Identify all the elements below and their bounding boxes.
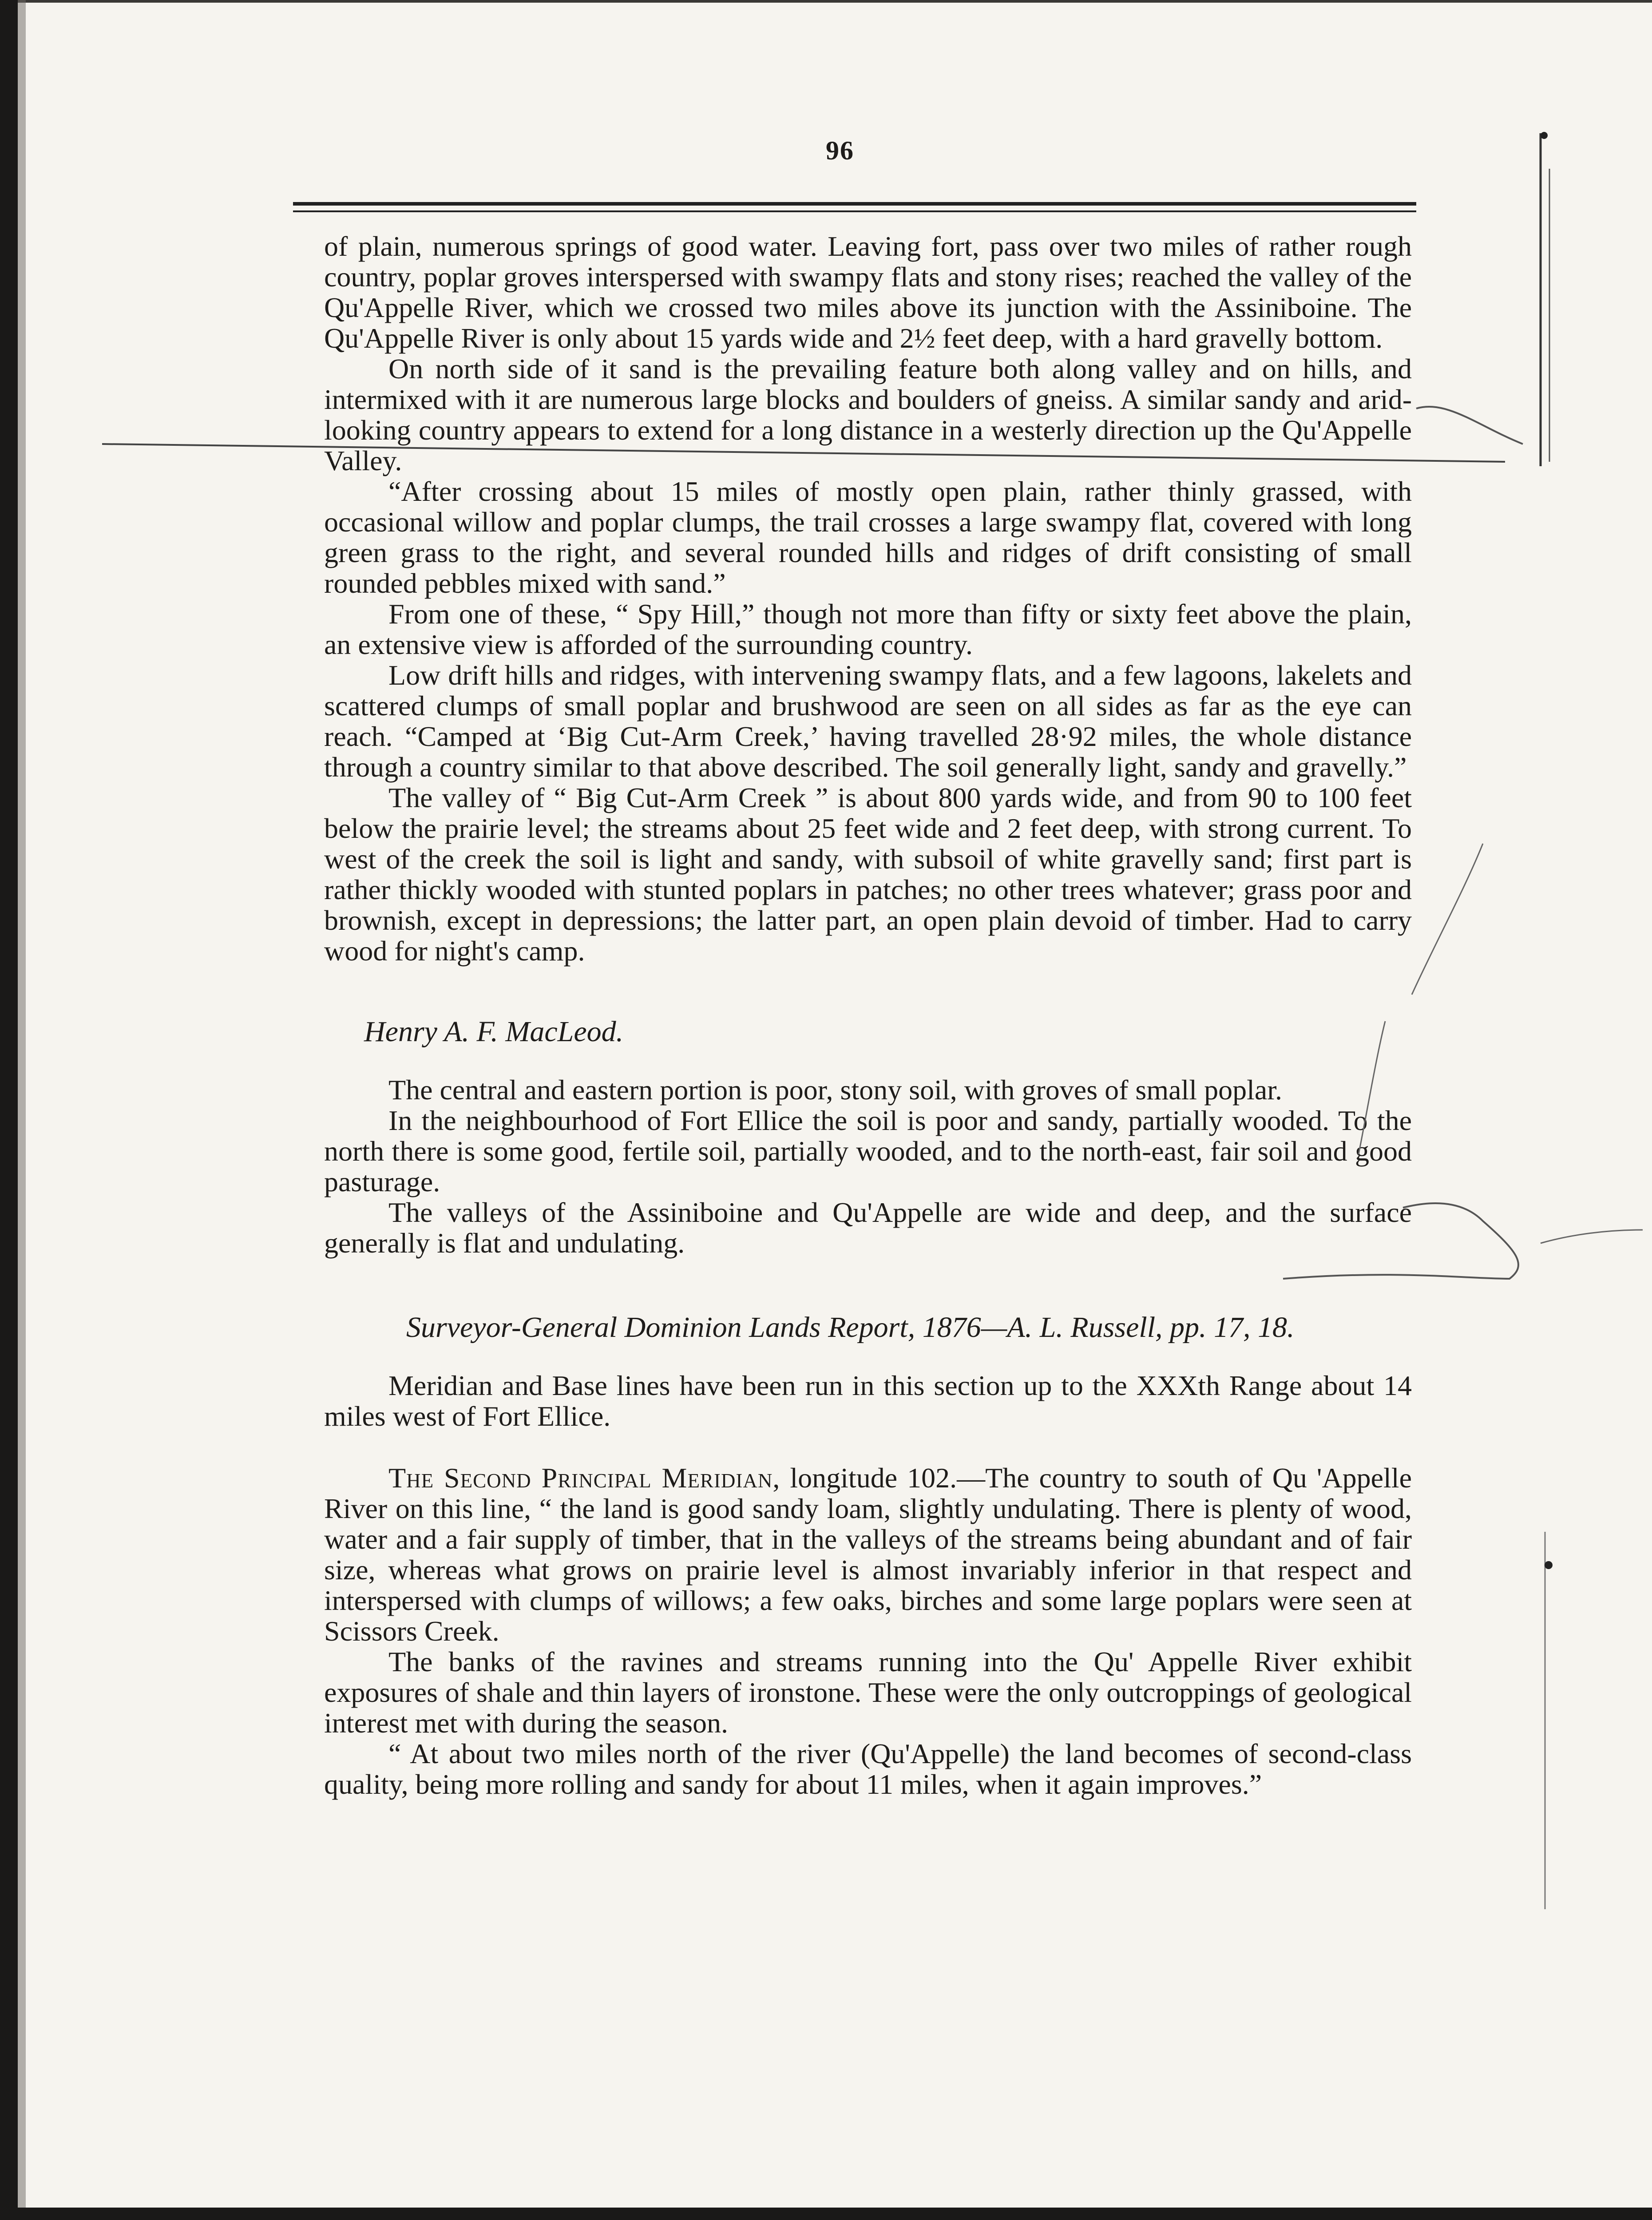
paragraph: The valley of “ Big Cut-Arm Creek ” is about 800 yards wide, and from 90 to 100 feet below the prairie level; the streams about 25 feet wide and 2 feet deep, with strong current. To west of the creek the soil is light and sandy, with subsoil of white gravelly sand; first part is rather thickly wooded with stunted poplars in patches; no other trees whatever; grass poor and brownish, except in depressions; the latter part, an open plain devoid of timber. Had to carry wood for night's camp. [324,782,1412,967]
paragraph: In the neighbourhood of Fort Ellice the soil is poor and sandy, partially wooded. To the north there is some good, fertile soil, partially wooded, and to the north-east, fair soil and good pasturage. [324,1105,1412,1197]
scan-border-bottom [0,2208,1652,2220]
paragraph: “After crossing about 15 miles of mostly open plain, rather thinly grassed, with occasional willow and poplar clumps, the trail crosses a large swampy flat, covered with long green grass to the right, and several rounded hills and ridges of drift consisting of small rounded pebbles mixed with sand.” [324,476,1412,599]
header-rule-thick [293,202,1416,206]
paragraph: From one of these, “ Spy Hill,” though not more than fifty or sixty feet above the plain, an extensive view is afforded of the surrounding country. [324,598,1412,660]
paragraph: of plain, numerous springs of good water. Leaving fort, pass over two miles of rather rough country, poplar groves interspersed with swampy flats and stony rises; reached the valley of the Qu'Appelle River, which we crossed two miles above its junction with the Assiniboine. The Qu'Appelle River is only about 15 yards wide and 2½ feet deep, with a hard gravelly bottom. [324,230,1412,354]
section-heading-macleod: Henry A. F. MacLeod. [364,1015,624,1048]
header-rule-thin [293,210,1416,212]
paragraph: The valleys of the Assiniboine and Qu'Appelle are wide and deep, and the surface generally is flat and undulating. [324,1197,1412,1259]
paragraph: On north side of it sand is the prevailing feature both along valley and on hills, and intermixed with it are numerous large blocks and boulders of gneiss. A similar sandy and arid-looking country appears to extend for a long distance in a westerly direction up the Qu'Appelle Valley. [324,353,1412,476]
spacer [324,1431,1412,1463]
paragraph-second-meridian [324,1463,1412,1646]
paragraph: Low drift hills and ridges, with intervening swampy flats, and a few lagoons, lakelets and scattered clumps of small poplar and brushwood are seen on all sides as far as the eye can reach. “Camped at ‘Big Cut-Arm Creek,’ having travelled 28·92 miles, the whole distance through a country similar to that above described. The soil generally light, sandy and gravelly.” [324,659,1412,783]
paragraph-meridian: Meridian and Base lines have been run in this section up to the XXXth Range about 14 miles west of Fort Ellice. [324,1370,1412,1432]
page-number: 96 [826,136,854,165]
run-in-heading: The Second Principal Meridian, [388,1462,780,1494]
paragraph: “ At about two miles north of the river (Qu'Appelle) the land becomes of second-class quality, being more rolling and sandy for about 11 miles, when it again improves.” [324,1738,1412,1800]
paragraph: The banks of the ravines and streams running into the Qu' Appelle River exhibit exposures of shale and thin layers of ironstone. These were the only outcroppings of geological interest met with during the season. [324,1646,1412,1739]
page-body [324,231,1412,1800]
scan-border-left-shadow [18,0,26,2220]
scan-border-top [0,0,1652,3]
section-heading-survey: Surveyor-General Dominion Lands Report, 1876—A. L. Russell, pp. 17, 18. [406,1311,1295,1344]
paragraph-text: longitude 102.—The country to south of Qu 'Appelle River on this line, “ the land is good sandy loam, slightly undulating. There is plenty of wood, water and a fair supply of timber, that in the valleys of the streams being abundant and of fair size, whereas what grows on prairie level is almost invariably inferior in that respect and interspersed with clumps of willows; a few oaks, birches and some large poplars were seen at Scissors Creek. [324,1462,1412,1647]
scan-border-left [0,0,18,2220]
paragraph: The central and eastern portion is poor, stony soil, with groves of small poplar. [388,1074,1283,1106]
